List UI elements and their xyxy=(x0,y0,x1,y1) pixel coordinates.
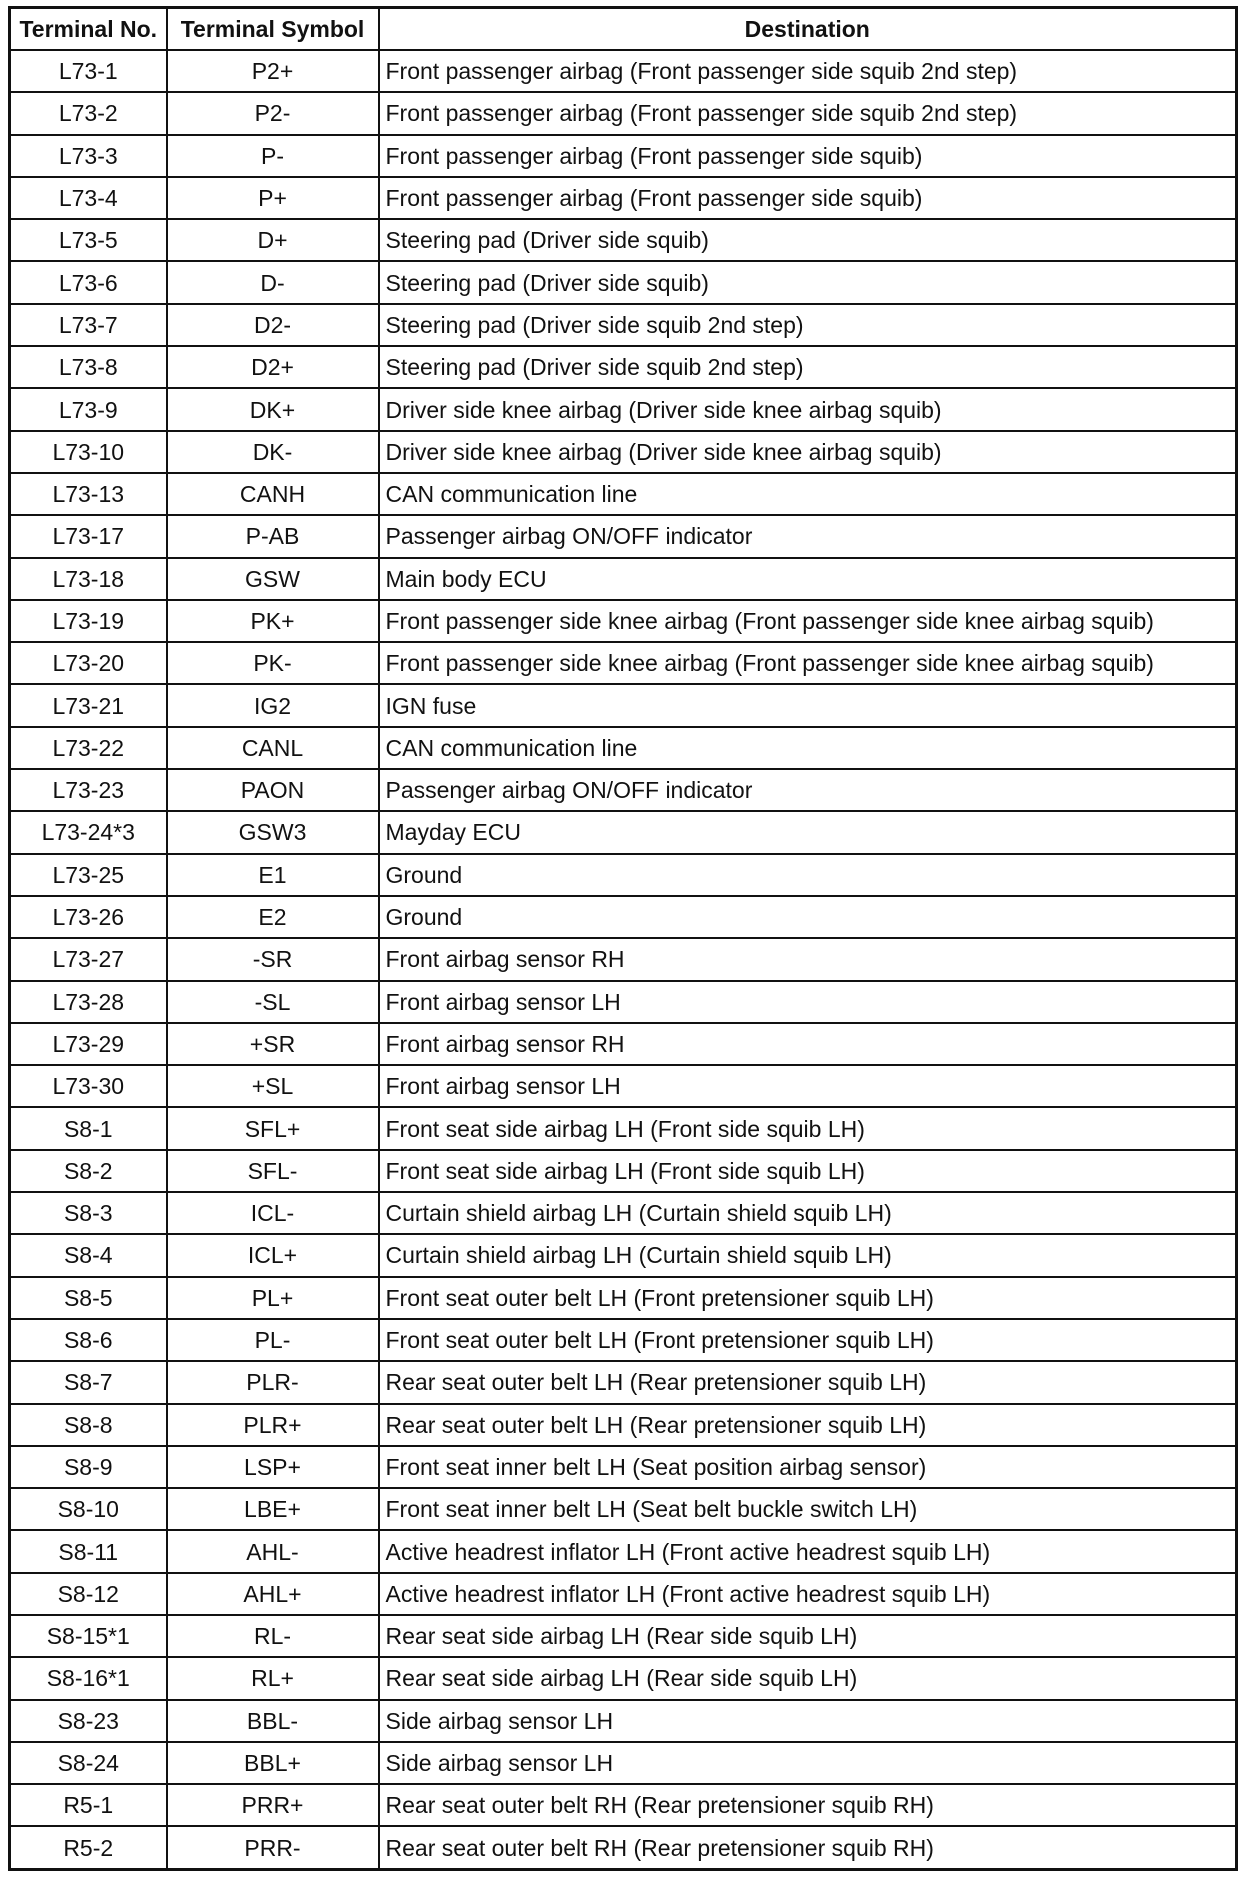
terminal-no-cell: S8-7 xyxy=(10,1361,167,1403)
destination-cell: Rear seat side airbag LH (Rear side squib LH) xyxy=(379,1657,1237,1699)
terminal-symbol-cell: P2- xyxy=(167,92,379,134)
terminal-no-cell: L73-2 xyxy=(10,92,167,134)
header-terminal-symbol: Terminal Symbol xyxy=(167,8,379,51)
destination-cell: Front passenger side knee airbag (Front passenger side knee airbag squib) xyxy=(379,600,1237,642)
table-row xyxy=(10,1446,1237,1488)
table-row xyxy=(10,811,1237,853)
terminal-no-cell: L73-29 xyxy=(10,1023,167,1065)
destination-cell: Ground xyxy=(379,896,1237,938)
terminal-symbol-cell: ICL+ xyxy=(167,1234,379,1276)
table-header xyxy=(10,8,1237,51)
table-row xyxy=(10,1488,1237,1530)
destination-cell: Passenger airbag ON/OFF indicator xyxy=(379,515,1237,557)
table-row xyxy=(10,1192,1237,1234)
destination-cell: Front seat side airbag LH (Front side squib LH) xyxy=(379,1107,1237,1149)
terminal-no-cell: L73-21 xyxy=(10,684,167,726)
table-row xyxy=(10,1742,1237,1784)
terminal-symbol-cell: SFL- xyxy=(167,1150,379,1192)
destination-cell: Front passenger airbag (Front passenger side squib 2nd step) xyxy=(379,92,1237,134)
header-terminal-no: Terminal No. xyxy=(10,8,167,51)
terminal-table-container xyxy=(8,6,1238,1871)
terminal-symbol-cell: AHL+ xyxy=(167,1573,379,1615)
table-row xyxy=(10,1150,1237,1192)
terminal-no-cell: S8-12 xyxy=(10,1573,167,1615)
destination-cell: Side airbag sensor LH xyxy=(379,1700,1237,1742)
table-row xyxy=(10,1023,1237,1065)
terminal-symbol-cell: RL+ xyxy=(167,1657,379,1699)
destination-cell: Rear seat outer belt RH (Rear pretensioner squib RH) xyxy=(379,1826,1237,1869)
destination-cell: Front passenger side knee airbag (Front passenger side knee airbag squib) xyxy=(379,642,1237,684)
table-row xyxy=(10,727,1237,769)
terminal-no-cell: S8-24 xyxy=(10,1742,167,1784)
table-row xyxy=(10,1573,1237,1615)
table-row xyxy=(10,558,1237,600)
table-row xyxy=(10,473,1237,515)
terminal-symbol-cell: PL- xyxy=(167,1319,379,1361)
destination-cell: Front airbag sensor RH xyxy=(379,938,1237,980)
table-row xyxy=(10,896,1237,938)
table-row xyxy=(10,1700,1237,1742)
destination-cell: Front passenger airbag (Front passenger side squib 2nd step) xyxy=(379,50,1237,92)
terminal-no-cell: L73-18 xyxy=(10,558,167,600)
terminal-symbol-cell: SFL+ xyxy=(167,1107,379,1149)
table-row xyxy=(10,1107,1237,1149)
destination-cell: Front passenger airbag (Front passenger side squib) xyxy=(379,135,1237,177)
terminal-no-cell: L73-13 xyxy=(10,473,167,515)
terminal-no-cell: L73-19 xyxy=(10,600,167,642)
terminal-no-cell: L73-23 xyxy=(10,769,167,811)
terminal-no-cell: S8-3 xyxy=(10,1192,167,1234)
terminal-symbol-cell: IG2 xyxy=(167,684,379,726)
table-body xyxy=(10,50,1237,1869)
table-row xyxy=(10,388,1237,430)
table-row xyxy=(10,1615,1237,1657)
terminal-symbol-cell: PLR- xyxy=(167,1361,379,1403)
terminal-no-cell: R5-1 xyxy=(10,1784,167,1826)
table-row xyxy=(10,1657,1237,1699)
destination-cell: Rear seat outer belt LH (Rear pretensioner squib LH) xyxy=(379,1361,1237,1403)
terminal-symbol-cell: -SR xyxy=(167,938,379,980)
terminal-no-cell: L73-26 xyxy=(10,896,167,938)
terminal-no-cell: L73-17 xyxy=(10,515,167,557)
table-row xyxy=(10,981,1237,1023)
terminal-symbol-cell: PRR- xyxy=(167,1826,379,1869)
destination-cell: Front airbag sensor RH xyxy=(379,1023,1237,1065)
table-row xyxy=(10,177,1237,219)
destination-cell: Rear seat side airbag LH (Rear side squib LH) xyxy=(379,1615,1237,1657)
terminal-no-cell: S8-16*1 xyxy=(10,1657,167,1699)
terminal-no-cell: R5-2 xyxy=(10,1826,167,1869)
destination-cell: Rear seat outer belt LH (Rear pretensioner squib LH) xyxy=(379,1404,1237,1446)
destination-cell: Front passenger airbag (Front passenger side squib) xyxy=(379,177,1237,219)
terminal-symbol-cell: PRR+ xyxy=(167,1784,379,1826)
terminal-symbol-cell: DK- xyxy=(167,431,379,473)
terminal-no-cell: L73-25 xyxy=(10,854,167,896)
terminal-symbol-cell: D- xyxy=(167,261,379,303)
terminal-no-cell: S8-23 xyxy=(10,1700,167,1742)
terminal-symbol-cell: GSW xyxy=(167,558,379,600)
terminal-no-cell: L73-6 xyxy=(10,261,167,303)
table-row xyxy=(10,431,1237,473)
destination-cell: CAN communication line xyxy=(379,727,1237,769)
terminal-no-cell: L73-28 xyxy=(10,981,167,1023)
destination-cell: Steering pad (Driver side squib 2nd step) xyxy=(379,346,1237,388)
terminal-symbol-cell: +SR xyxy=(167,1023,379,1065)
destination-cell: Front seat inner belt LH (Seat position airbag sensor) xyxy=(379,1446,1237,1488)
destination-cell: Steering pad (Driver side squib) xyxy=(379,219,1237,261)
terminal-no-cell: L73-27 xyxy=(10,938,167,980)
table-row xyxy=(10,1065,1237,1107)
terminal-symbol-cell: +SL xyxy=(167,1065,379,1107)
terminal-symbol-cell: E2 xyxy=(167,896,379,938)
table-row xyxy=(10,304,1237,346)
terminal-symbol-cell: -SL xyxy=(167,981,379,1023)
destination-cell: Side airbag sensor LH xyxy=(379,1742,1237,1784)
table-row xyxy=(10,1361,1237,1403)
destination-cell: Driver side knee airbag (Driver side knee airbag squib) xyxy=(379,431,1237,473)
terminal-symbol-cell: D+ xyxy=(167,219,379,261)
destination-cell: Front seat outer belt LH (Front pretensioner squib LH) xyxy=(379,1319,1237,1361)
destination-cell: Active headrest inflator LH (Front active headrest squib LH) xyxy=(379,1530,1237,1572)
terminal-symbol-cell: GSW3 xyxy=(167,811,379,853)
table-row xyxy=(10,854,1237,896)
destination-cell: Ground xyxy=(379,854,1237,896)
terminal-symbol-cell: P+ xyxy=(167,177,379,219)
terminal-no-cell: L73-22 xyxy=(10,727,167,769)
terminal-symbol-cell: D2+ xyxy=(167,346,379,388)
terminal-no-cell: L73-4 xyxy=(10,177,167,219)
destination-cell: Curtain shield airbag LH (Curtain shield squib LH) xyxy=(379,1192,1237,1234)
terminal-symbol-cell: PK- xyxy=(167,642,379,684)
header-row xyxy=(10,8,1237,51)
table-row xyxy=(10,1530,1237,1572)
terminal-no-cell: L73-24*3 xyxy=(10,811,167,853)
terminal-symbol-cell: PL+ xyxy=(167,1277,379,1319)
table-row xyxy=(10,346,1237,388)
destination-cell: Steering pad (Driver side squib) xyxy=(379,261,1237,303)
terminal-no-cell: S8-2 xyxy=(10,1150,167,1192)
terminal-no-cell: S8-10 xyxy=(10,1488,167,1530)
terminal-symbol-cell: ICL- xyxy=(167,1192,379,1234)
terminal-no-cell: L73-20 xyxy=(10,642,167,684)
terminal-no-cell: S8-9 xyxy=(10,1446,167,1488)
terminal-no-cell: L73-10 xyxy=(10,431,167,473)
destination-cell: Front seat inner belt LH (Seat belt buckle switch LH) xyxy=(379,1488,1237,1530)
terminal-no-cell: L73-30 xyxy=(10,1065,167,1107)
terminal-symbol-cell: PAON xyxy=(167,769,379,811)
destination-cell: Main body ECU xyxy=(379,558,1237,600)
terminal-symbol-cell: AHL- xyxy=(167,1530,379,1572)
destination-cell: Front seat outer belt LH (Front pretensioner squib LH) xyxy=(379,1277,1237,1319)
terminal-symbol-cell: BBL- xyxy=(167,1700,379,1742)
terminal-symbol-cell: CANH xyxy=(167,473,379,515)
table-row xyxy=(10,50,1237,92)
terminal-no-cell: S8-6 xyxy=(10,1319,167,1361)
terminal-no-cell: L73-7 xyxy=(10,304,167,346)
table-row xyxy=(10,600,1237,642)
terminal-no-cell: S8-4 xyxy=(10,1234,167,1276)
table-row xyxy=(10,515,1237,557)
destination-cell: Front seat side airbag LH (Front side squib LH) xyxy=(379,1150,1237,1192)
terminal-symbol-cell: PLR+ xyxy=(167,1404,379,1446)
terminal-no-cell: S8-1 xyxy=(10,1107,167,1149)
terminal-symbol-cell: DK+ xyxy=(167,388,379,430)
table-row xyxy=(10,684,1237,726)
table-row xyxy=(10,1404,1237,1446)
destination-cell: Curtain shield airbag LH (Curtain shield squib LH) xyxy=(379,1234,1237,1276)
destination-cell: Passenger airbag ON/OFF indicator xyxy=(379,769,1237,811)
terminal-no-cell: S8-11 xyxy=(10,1530,167,1572)
destination-cell: Driver side knee airbag (Driver side knee airbag squib) xyxy=(379,388,1237,430)
terminal-symbol-cell: CANL xyxy=(167,727,379,769)
table-row xyxy=(10,1234,1237,1276)
terminal-symbol-cell: PK+ xyxy=(167,600,379,642)
table-row xyxy=(10,261,1237,303)
terminal-symbol-cell: LBE+ xyxy=(167,1488,379,1530)
terminal-symbol-cell: LSP+ xyxy=(167,1446,379,1488)
table-row xyxy=(10,1277,1237,1319)
terminal-symbol-cell: E1 xyxy=(167,854,379,896)
table-row xyxy=(10,219,1237,261)
terminal-symbol-cell: P2+ xyxy=(167,50,379,92)
terminal-symbol-cell: P- xyxy=(167,135,379,177)
terminal-no-cell: S8-5 xyxy=(10,1277,167,1319)
table-row xyxy=(10,1826,1237,1869)
table-row xyxy=(10,1319,1237,1361)
table-row xyxy=(10,769,1237,811)
header-destination: Destination xyxy=(379,8,1237,51)
terminal-no-cell: L73-9 xyxy=(10,388,167,430)
destination-cell: CAN communication line xyxy=(379,473,1237,515)
terminal-no-cell: L73-3 xyxy=(10,135,167,177)
destination-cell: Active headrest inflator LH (Front active headrest squib LH) xyxy=(379,1573,1237,1615)
terminal-no-cell: L73-5 xyxy=(10,219,167,261)
terminal-no-cell: S8-15*1 xyxy=(10,1615,167,1657)
terminal-symbol-cell: RL- xyxy=(167,1615,379,1657)
destination-cell: Mayday ECU xyxy=(379,811,1237,853)
terminal-symbol-cell: D2- xyxy=(167,304,379,346)
destination-cell: Front airbag sensor LH xyxy=(379,1065,1237,1107)
terminal-symbol-cell: BBL+ xyxy=(167,1742,379,1784)
terminal-symbol-cell: P-AB xyxy=(167,515,379,557)
terminal-no-cell: L73-8 xyxy=(10,346,167,388)
table-row xyxy=(10,135,1237,177)
table-row xyxy=(10,1784,1237,1826)
table-row xyxy=(10,642,1237,684)
terminal-no-cell: L73-1 xyxy=(10,50,167,92)
destination-cell: Rear seat outer belt RH (Rear pretensioner squib RH) xyxy=(379,1784,1237,1826)
destination-cell: Steering pad (Driver side squib 2nd step) xyxy=(379,304,1237,346)
table-row xyxy=(10,938,1237,980)
destination-cell: IGN fuse xyxy=(379,684,1237,726)
terminal-table xyxy=(8,6,1238,1871)
table-row xyxy=(10,92,1237,134)
destination-cell: Front airbag sensor LH xyxy=(379,981,1237,1023)
terminal-no-cell: S8-8 xyxy=(10,1404,167,1446)
